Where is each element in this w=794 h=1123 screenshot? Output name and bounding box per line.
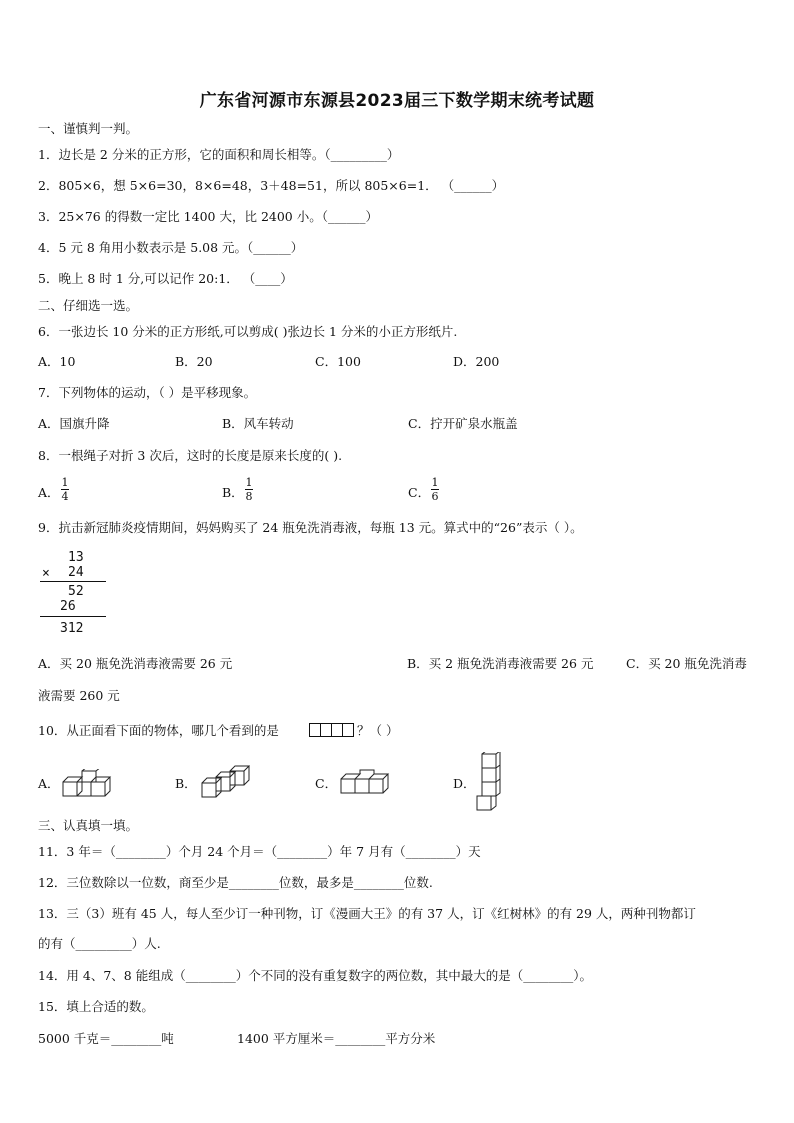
q8-option-a-label: A． bbox=[38, 485, 60, 500]
q7-option-c: C．拧开矿泉水瓶盖 bbox=[408, 416, 518, 431]
q10-option-d-label: D． bbox=[453, 776, 476, 791]
question-13-continued: 的有（_________）人. bbox=[38, 936, 161, 951]
question-12: 12．三位数除以一位数，商至少是________位数，最多是________位数. bbox=[38, 875, 433, 890]
mult-top: 13 bbox=[68, 550, 84, 565]
question-6: 6．一张边长 10 分米的正方形纸,可以剪成( )张边长 1 分米的小正方形纸片. bbox=[38, 324, 458, 339]
cube-figure-b-icon bbox=[200, 765, 250, 800]
question-15: 15．填上合适的数。 bbox=[38, 999, 154, 1014]
q9-option-b: B．买 2 瓶免洗消毒液需要 26 元 bbox=[407, 656, 594, 671]
mult-rule-1 bbox=[40, 581, 106, 582]
question-9: 9．抗击新冠肺炎疫情期间，妈妈购买了 24 瓶免洗消毒液，每瓶 13 元。算式中的“26”表示（ ）。 bbox=[38, 520, 583, 535]
q15-item-b: 1400 平方厘米＝________平方分米 bbox=[237, 1031, 436, 1046]
question-2: 2．805×6，想 5×6=30，8×6=48，3＋48=51，所以 805×6=1． （______） bbox=[38, 178, 505, 193]
cube-figure-a-icon bbox=[62, 769, 118, 797]
q10-option-b-label: B． bbox=[175, 776, 197, 791]
question-5: 5．晚上 8 时 1 分,可以记作 20:1． （____） bbox=[38, 271, 293, 286]
page-title: 广东省河源市东源县2023届三下数学期末统考试题 bbox=[199, 91, 595, 111]
q8-option-b-fraction: 1 8 bbox=[245, 476, 253, 503]
section3-heading: 三、认真填一填。 bbox=[38, 818, 139, 833]
q10-option-c-label: C． bbox=[315, 776, 338, 791]
q9-option-c-continued: 液需要 260 元 bbox=[38, 688, 120, 703]
q6-option-d: D．200 bbox=[453, 354, 500, 369]
q8-option-c-fraction: 1 6 bbox=[431, 476, 439, 503]
mult-result: 312 bbox=[60, 621, 84, 636]
q6-option-b: B．20 bbox=[175, 354, 213, 369]
question-7: 7．下列物体的运动，（ ）是平移现象。 bbox=[38, 385, 257, 400]
four-squares-icon bbox=[309, 723, 355, 738]
question-10-pre: 10．从正面看下面的物体，哪几个看到的是 bbox=[38, 723, 279, 738]
mult-times-sign: × bbox=[42, 566, 50, 581]
q8-option-a-fraction: 1 4 bbox=[61, 476, 69, 503]
section1-heading: 一、谨慎判一判。 bbox=[38, 121, 139, 136]
q9-option-c: C．买 20 瓶免洗消毒 bbox=[626, 656, 747, 671]
question-14: 14．用 4、7、8 能组成（________）个不同的没有重复数字的两位数，其中最大的是（________）。 bbox=[38, 968, 592, 983]
question-13: 13．三（3）班有 45 人，每人至少订一种刊物，订《漫画大王》的有 37 人，订《红树林》的有 29 人，两种刊物都订 bbox=[38, 906, 696, 921]
question-11: 11．3 年＝（________）个月 24 个月＝（________）年 7 月有（________）天 bbox=[38, 844, 481, 859]
mult-partial-2: 26 bbox=[60, 599, 76, 614]
question-1: 1．边长是 2 分米的正方形，它的面积和周长相等。（_________） bbox=[38, 147, 400, 162]
question-4: 4．5 元 8 角用小数表示是 5.08 元。（______） bbox=[38, 240, 304, 255]
question-10-post: ？（ ） bbox=[357, 723, 399, 738]
q15-item-a: 5000 千克＝________吨 bbox=[38, 1031, 174, 1046]
mult-rule-2 bbox=[40, 616, 106, 617]
q9-option-a: A．买 20 瓶免洗消毒液需要 26 元 bbox=[38, 656, 233, 671]
mult-second: 24 bbox=[68, 565, 84, 580]
q7-option-a: A．国旗升降 bbox=[38, 416, 110, 431]
q8-option-b-label: B． bbox=[222, 485, 244, 500]
q8-option-c-label: C． bbox=[408, 485, 431, 500]
mult-partial-1: 52 bbox=[68, 584, 84, 599]
cube-figure-d-icon bbox=[476, 752, 504, 812]
section2-heading: 二、仔细选一选。 bbox=[38, 298, 139, 313]
q6-option-a: A．10 bbox=[38, 354, 76, 369]
q10-option-a-label: A． bbox=[38, 776, 60, 791]
q7-option-b: B．风车转动 bbox=[222, 416, 294, 431]
cube-figure-c-icon bbox=[340, 769, 392, 799]
question-8: 8．一根绳子对折 3 次后，这时的长度是原来长度的( ). bbox=[38, 448, 343, 463]
question-3: 3．25×76 的得数一定比 1400 大，比 2400 小。（______） bbox=[38, 209, 378, 224]
q6-option-c: C．100 bbox=[315, 354, 361, 369]
